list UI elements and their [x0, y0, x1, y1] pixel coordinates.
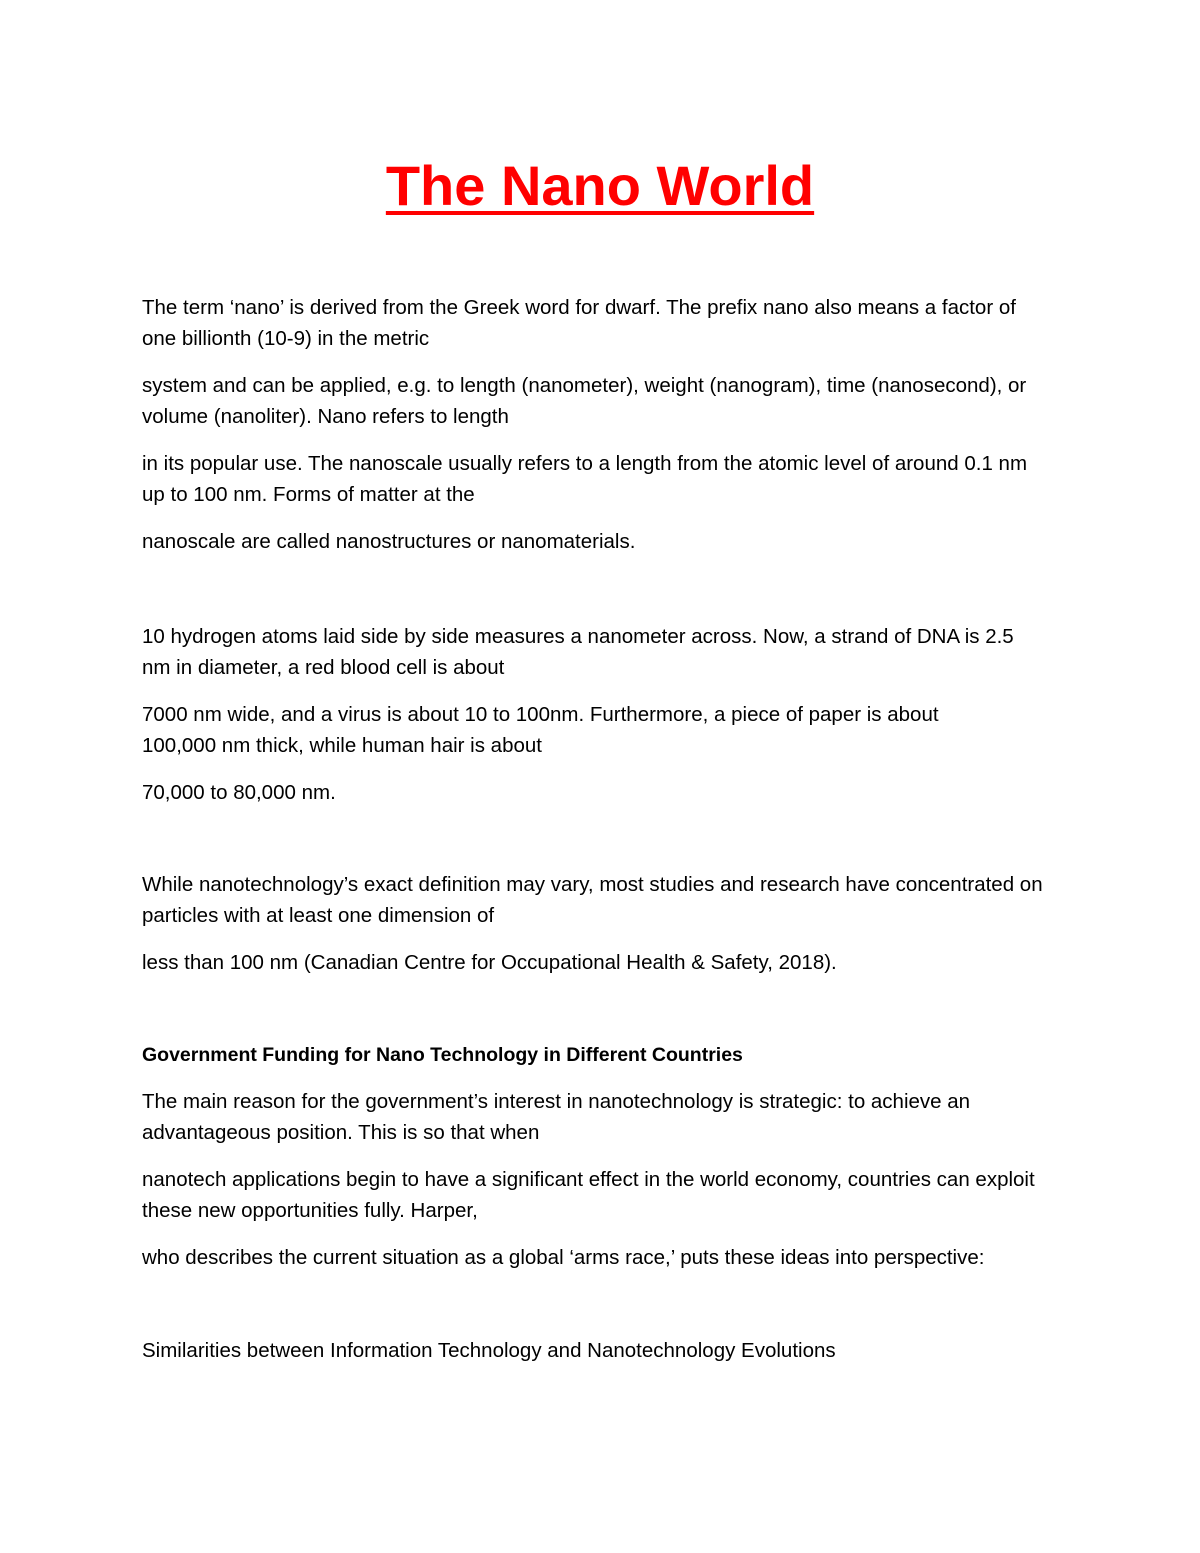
- paragraph-arms-race: who describes the current situation as a global ‘arms race,’ puts these ideas into perspective:: [142, 1246, 985, 1269]
- paragraph-nano-definition: The term ‘nano’ is derived from the Greek word for dwarf. The prefix nano also means a factor of one billionth (10-9) in the metric: [142, 296, 1016, 350]
- page-title: The Nano World: [385, 154, 815, 217]
- paragraph-nanoscale-range: in its popular use. The nanoscale usually refers to a length from the atomic level of around 0.1 nm up to 100 nm. Forms of matter at the: [142, 452, 1028, 506]
- paragraph-hydrogen-atoms: 10 hydrogen atoms laid side by side measures a nanometer across. Now, a strand of DNA is 2.5 nm in diameter, a red blood cell is about: [142, 625, 1014, 679]
- paragraph-citation: less than 100 nm (Canadian Centre for Occupational Health & Safety, 2018).: [142, 951, 837, 974]
- paragraph-human-hair: 70,000 to 80,000 nm.: [142, 781, 336, 804]
- paragraph-world-economy: nanotech applications begin to have a significant effect in the world economy, countries can exploit these new opportunities fully. Harper,: [142, 1168, 1035, 1222]
- paragraph-virus-paper: 7000 nm wide, and a virus is about 10 to 100nm. Furthermore, a piece of paper is about 100,000 nm thick, while human hair is about: [142, 703, 939, 757]
- paragraph-nano-units: system and can be applied, e.g. to length (nanometer), weight (nanogram), time (nanosecond), or volume (nanoliter). Nano refers to length: [142, 374, 1027, 428]
- section-heading-government-funding: Government Funding for Nano Technology in Different Countries: [142, 1044, 743, 1066]
- paragraph-nanostructures: nanoscale are called nanostructures or nanomaterials.: [142, 530, 636, 553]
- paragraph-strategic-interest: The main reason for the government’s interest in nanotechnology is strategic: to achieve an advantageous position. This is so that when: [142, 1090, 971, 1144]
- paragraph-definition-varies: While nanotechnology’s exact definition may vary, most studies and research have concentrated on particles with at least one dimension of: [142, 873, 1043, 927]
- section-heading-similarities: Similarities between Information Technology and Nanotechnology Evolutions: [142, 1339, 836, 1362]
